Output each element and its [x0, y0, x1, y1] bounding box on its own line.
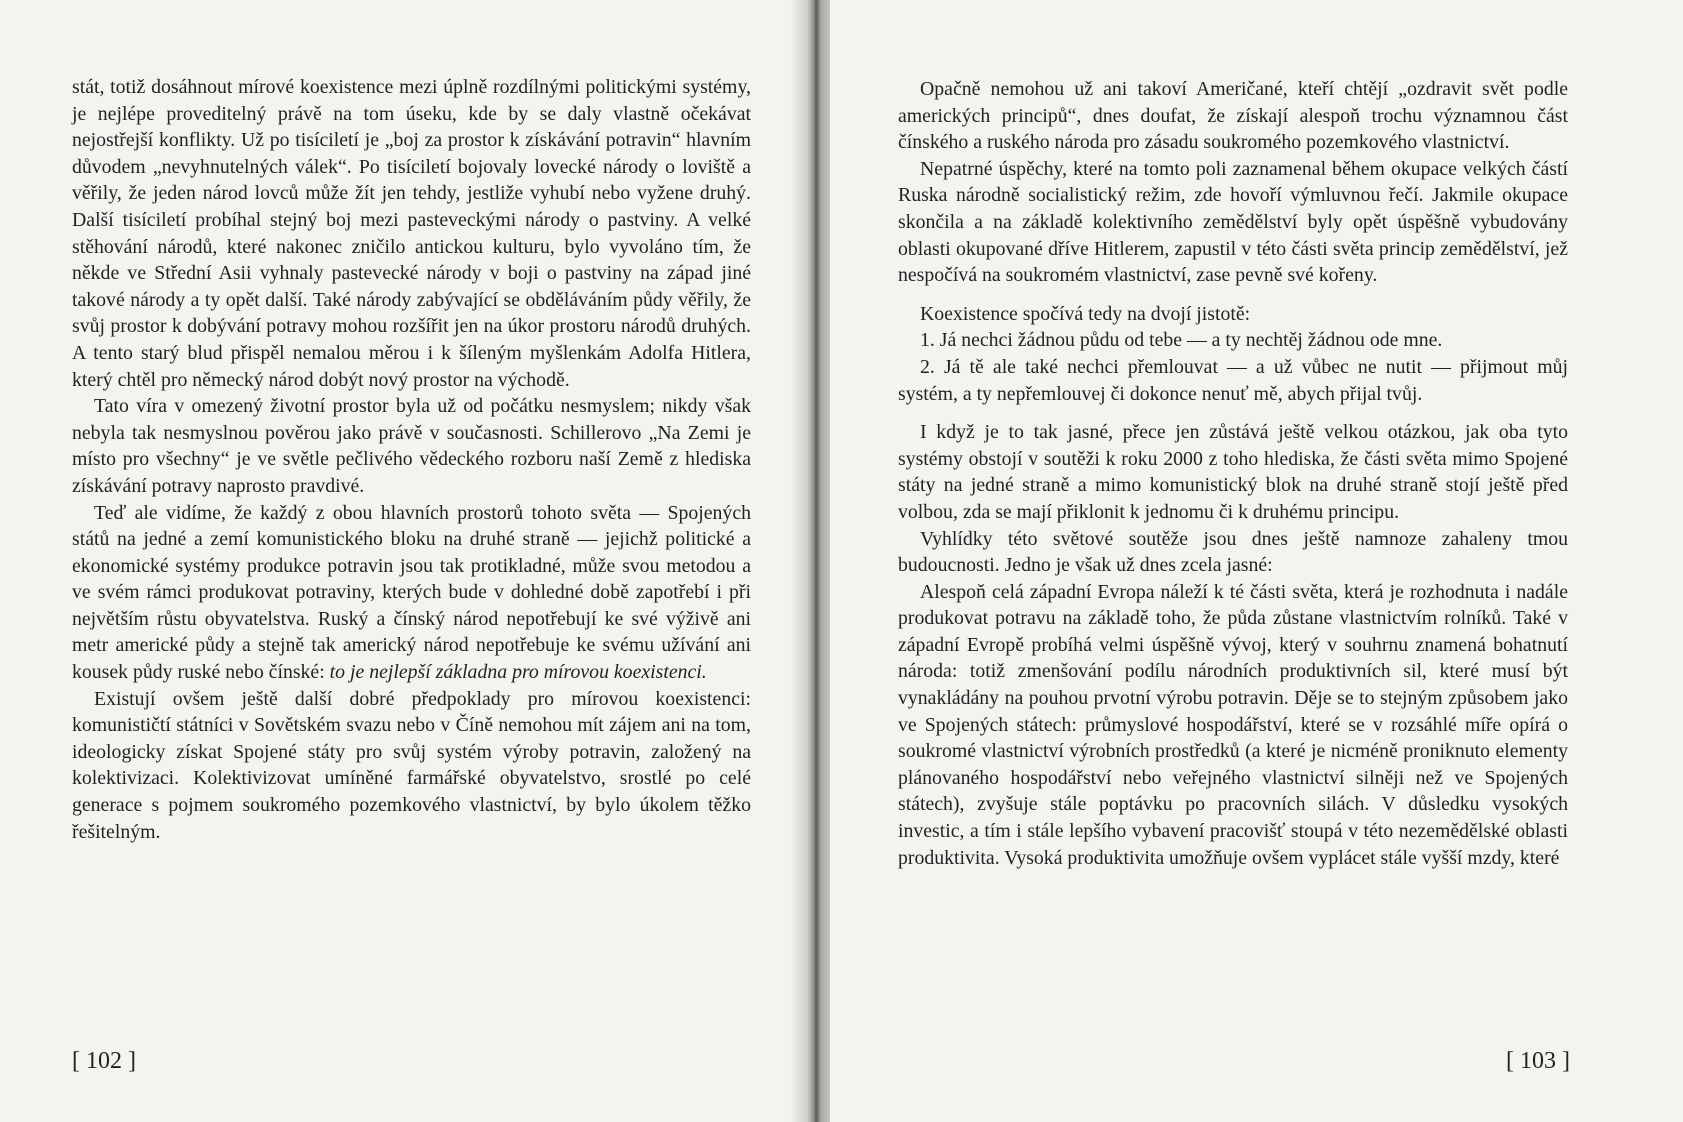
paragraph-text: Teď ale vidíme, že každý z obou hlavních prostorů tohoto světa — Spojených států na jedné a zemí komunistického bloku na druhé straně — jejichž politické a ekonomické systémy produkce potravin jsou tak protikladné, může svou metodou a ve svém rámci produkovat potraviny, kterých bude v dohledné době zapotřebí i při největším růstu obyvatelstva. Ruský a čínský národ nepotřebují ke své výživě ani metr americké půdy a stejně tak americký národ nepotřebuje ke svému užívání ani kousek půdy ruské nebo čínské:	[72, 501, 751, 684]
paragraph: Existují ovšem ještě další dobré předpoklady pro mírovou koexistenci: komunističtí státníci v Sovětském svazu nebo v Číně nemohou mít zájem ani na tom, ideologicky získat Spojené státy pro svůj systém výroby potravin, založený na kolektivizaci. Kolektivizovat umíněné farmářské obyvatelstvo, srostlé po celé generace s pojmem soukromého pozemkového vlastnictví, by bylo úkolem těžko řešitelným.	[72, 687, 751, 843]
paragraph: I když je to tak jasné, přece jen zůstává ještě velkou otázkou, jak oba tyto systémy obstojí v soutěži k roku 2000 z toho hlediska, že části světa mimo Spojené státy na jedné straně a mimo komunistický blok na druhé straně stojí ještě před volbou, zda se mají přiklonit k jednomu či k druhému principu.	[898, 421, 1568, 523]
paragraph: Opačně nemohou už ani takoví Američané, kteří chtějí „ozdravit svět podle amerických principů“, dnes doufat, že získají alespoň trochu významnou část čínského a ruského národa pro zásadu soukromého pozemkového vlastnictví.	[898, 78, 1568, 154]
section-gap	[898, 407, 1568, 419]
paragraph	[72, 500, 751, 686]
right-page-text	[898, 76, 1568, 871]
left-page-text	[72, 74, 751, 845]
page-number: [ 103 ]	[1506, 1048, 1570, 1074]
section-gap	[898, 289, 1568, 301]
paragraph: Alespoň celá západní Evropa náleží k té části světa, která je rozhodnuta i nadále produkovat potravu na základě toho, že půda zůstane vlastnictvím rolníků. Také v západní Evropě probíhá velmi úspěšně vývoj, který v souhrnu znamená bohatnutí národa: totiž zmenšování podílu národních produktivních sil, které musí být vynakládány na pouhou prvotní výrobu potravin. Děje se to stejným způsobem jako ve Spojených státech: průmyslové hospodářství, které se v rozsáhlé míře opírá o soukromé vlastnictví výrobních prostředků (a které je nicméně proniknuto elementy plánovaného hospodářství nebo veřejného vlastnictví silněji než ve Spojených státech), zvyšuje stále poptávku po pracovních silách. V důsledku vysokých investic, a tím i stále lepšího vybavení pracovišť stoupá v této nezemědělské oblasti produktivita. Vysoká produktivita umožňuje ovšem vyplácet stále vyšší mzdy, které	[898, 580, 1568, 869]
paragraph: stát, totiž dosáhnout mírové koexistence mezi úplně rozdílnými politickými systémy, je nejlépe proveditelný právě na tom úseku, kde by se daly vlastně očekávat nejostřejší konflikty. Už po tisíciletí je „boj za prostor k získávání potravin“ hlavním důvodem „nevyhnutelných válek“. Po tisíciletí bojovaly lovecké národy o loviště a věřily, že jeden národ lovců může žít jen tehdy, jestliže vyhubí nebo vyžene druhý. Další tisíciletí probíhal stejný boj mezi pasteveckými národy o pastviny. A velké stěhování národů, které nakonec zničilo antickou kulturu, bylo vyvoláno tím, že někde ve Střední Asii vyhnaly pastevecké národy v boji o pastviny na západ jiné takové národy a ty opět další. Také národy zabývající se obděláváním půdy věřily, že svůj prostor k dobývání potravy mohou rozšířit jen na úkor prostoru národů druhých. A tento starý blud přispěl nemalou měrou i k šíleným myšlenkám Adolfa Hitlera, který chtěl pro německý národ dobýt nový prostor na východě.	[72, 76, 751, 391]
list-item: 2. Já tě ale také nechci přemlouvat — a už vůbec ne nutit — přijmout můj systém, a ty nepřemlouvej či dokonce nenuť mě, abych přijal tvůj.	[898, 355, 1568, 405]
paragraph: Vyhlídky této světové soutěže jsou dnes ještě namnoze zahaleny tmou budoucnosti. Jedno je však už dnes zcela jasné:	[898, 527, 1568, 577]
paragraph: Nepatrné úspěchy, které na tomto poli zaznamenal během okupace velkých částí Ruska národně socialistický režim, zde hovoří výmluvnou řečí. Jakmile okupace skončila a na základě kolektivního zemědělství byly opět úspěšně vybudovány oblasti okupované dříve Hitlerem, zapustil v této části světa princip zemědělství, jež nespočívá na soukromém vlastnictví, zase pevně své kořeny.	[898, 157, 1568, 287]
list-item: 1. Já nechci žádnou půdu od tebe — a ty nechtěj žádnou ode mne.	[920, 329, 1443, 352]
right-page	[830, 0, 1683, 1122]
emphasis-text: to je nejlepší základna pro mírovou koexistenci.	[329, 661, 707, 684]
paragraph: Koexistence spočívá tedy na dvojí jistotě:	[920, 302, 1251, 325]
page-number: [ 102 ]	[72, 1048, 136, 1074]
paragraph: Tato víra v omezený životní prostor byla už od počátku nesmyslem; nikdy však nebyla tak nesmyslnou pověrou jako právě v současnosti. Schillerovo „Na Zemi je místo pro všechny“ je ve světle pečlivého vědeckého rozboru naší Země z hlediska získávání potravy naprosto pravdivé.	[72, 395, 751, 497]
left-page	[0, 0, 810, 1122]
